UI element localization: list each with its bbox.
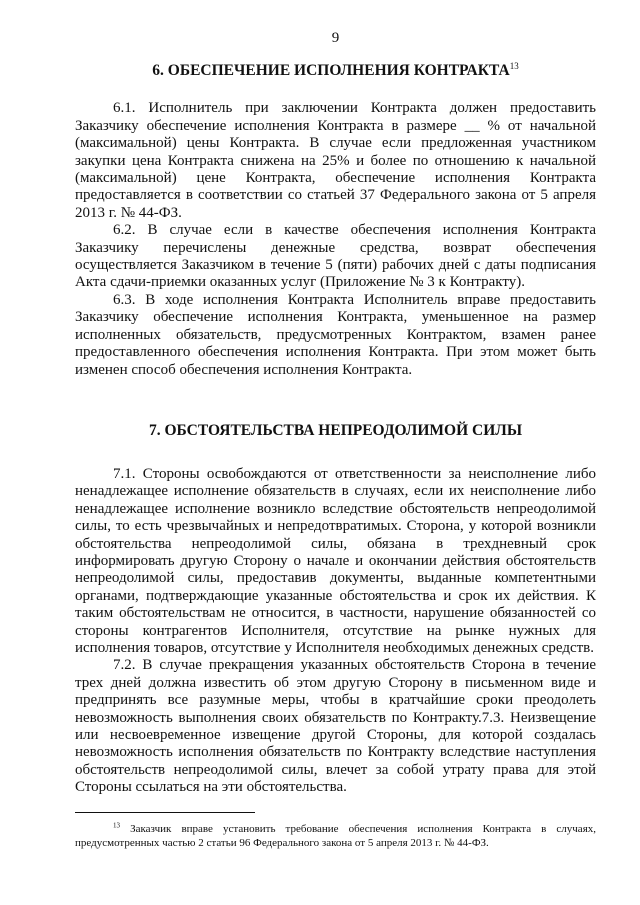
paragraph-7-2: 7.2. В случае прекращения указанных обстоятельств Сторона в течение трех дней должна известить об этом другую Сторону в письменном виде и предпринять все разумные меры, чтобы в кратчайшие сроки преодолеть невозможность выполнения своих обязательств по Контракту.7.3. Неизвещение или несвоевременное извещение другой Стороны, для которой создалась невозможность исполнения обязательств по Контракту вследствие наступления обстоятельств непреодолимой силы, влечет за собой утрату права для этой Стороны ссылаться на эти обстоятельства. (75, 657, 596, 796)
paragraph-6-2: 6.2. В случае если в качестве обеспечения исполнения Контракта Заказчику перечислены денежные средства, возврат обеспечения осуществляется Заказчиком в течение 5 (пяти) рабочих дней с даты подписания Акта сдачи-приемки оказанных услуг (Приложение № 3 к Контракту). (75, 222, 596, 291)
paragraph-7-1: 7.1. Стороны освобождаются от ответственности за неисполнение либо ненадлежащее исполнение обязательств в случаях, если их неисполнение либо ненадлежащее исполнение возникло вследствие обстоятельств непреодолимой силы, то есть чрезвычайных и непредотвратимых. Сторона, у которой возникли обстоятельства непреодолимой силы, обязана в трехдневный срок информировать другую Сторону о начале и окончании действия обстоятельств непреодолимой силы, предоставив документы, выданные компетентными органами, подтверждающие указанные обстоятельства и срок их действия. К таким обстоятельствам не относится, в частности, нарушение обязанностей со стороны контрагентов Исполнителя, отсутствие на рынке нужных для исполнения товаров, отсутствие у Исполнителя необходимых денежных средств. (75, 465, 596, 656)
section-7 (75, 421, 596, 797)
footnote-number: 13 (113, 821, 120, 830)
paragraph-6-3: 6.3. В ходе исполнения Контракта Исполнитель вправе предоставить Заказчику обеспечение исполнения Контракта, уменьшенное на размер исполненных обязательств, предусмотренных Контрактом, взамен ранее предоставленного обеспечения исполнения Контракта. При этом может быть изменен способ обеспечения исполнения Контракта. (75, 291, 596, 378)
section-6 (75, 61, 596, 379)
footnote-reference[interactable]: 13 (509, 61, 519, 72)
footnote-text: Заказчик вправе установить требование обеспечения исполнения Контракта в случаях, предусмотренных частью 2 статьи 96 Федерального закона от 5 апреля 2013 г. № 44-ФЗ. (75, 823, 597, 849)
section-6-title-text: 6. ОБЕСПЕЧЕНИЕ ИСПОЛНЕНИЯ КОНТРАКТА (152, 62, 510, 80)
paragraph-6-1: 6.1. Исполнитель при заключении Контракта должен предоставить Заказчику обеспечение исполнения Контракта в размере __ % от начальной (максимальной) цены Контракта. В случае если предложенная участником закупки цена Контракта снижена на 25% и более по отношению к начальной (максимальной) цене Контракта, обеспечение исполнения Контракта предоставляется в соответствии со статьей 37 Федерального закона от 5 апреля 2013 г. № 44-ФЗ. (75, 100, 596, 221)
footnote-divider (75, 812, 255, 813)
footnote-13 (75, 823, 596, 850)
page-number: 9 (331, 30, 340, 46)
section-7-title: 7. ОБСТОЯТЕЛЬСТВА НЕПРЕОДОЛИМОЙ СИЛЫ (148, 421, 523, 439)
footnotes (75, 812, 596, 850)
section-6-title (75, 61, 596, 80)
